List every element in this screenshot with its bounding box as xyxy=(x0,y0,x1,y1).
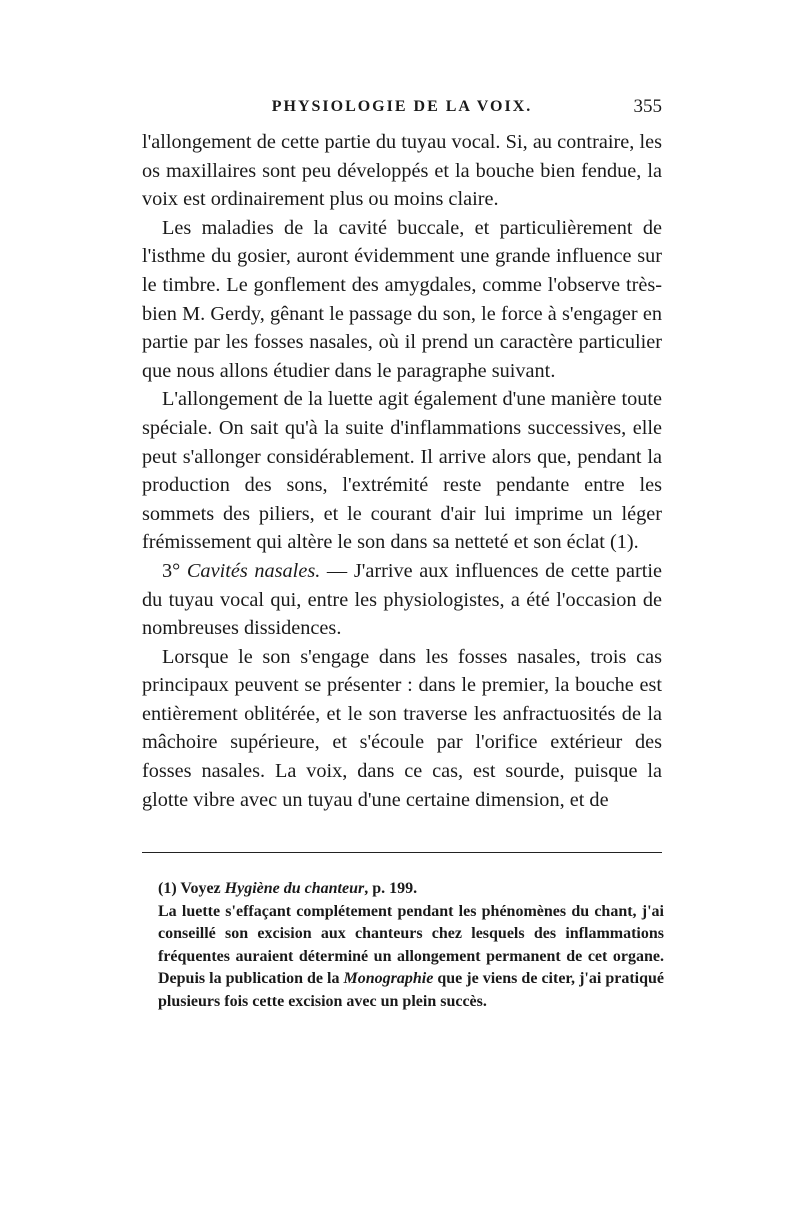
page-header xyxy=(142,98,662,122)
body-text xyxy=(142,128,662,814)
footnote-text-a: La luette s'effaçant complétement pendant les phénomènes du chant, j'ai conseillé son excision aux chanteurs chez lesquels des inflammations fréquentes auraient déterminé un allongement permanent de cet organe. Depuis la publication de la xyxy=(158,902,664,988)
footnote-book-title: Hygiène du chanteur xyxy=(224,880,365,897)
page-number: 355 xyxy=(633,96,662,117)
footnote-text-b: que je viens de citer, j'ai pratiqué plusieurs fois cette excision avec un plein succès. xyxy=(158,970,665,1010)
footnote-text xyxy=(158,901,664,1014)
paragraph-2: Les maladies de la cavité buccale, et particulièrement de l'isthme du gosier, auront évidemment une grande influence sur le timbre. Le gonflement des amygdales, comme l'observe très-bien M. Gerdy, gênant le passage du son, le force à s'engager en partie par les fosses nasales, où il prend un caractère particulier que nous allons étudier dans le paragraphe suivant. xyxy=(142,216,662,382)
paragraph-4-text: — J'arrive aux influences de cette partie du tuyau vocal qui, entre les physiologistes, a été l'occasion de nombreuses dissidences. xyxy=(142,559,662,640)
paragraph-1: l'allongement de cette partie du tuyau vocal. Si, au contraire, les os maxillaires sont peu développés et la bouche bien fendue, la voix est ordinairement plus ou moins claire. xyxy=(142,131,662,211)
footnote-page-ref: , p. 199. xyxy=(364,880,418,897)
paragraph-5: Lorsque le son s'engage dans les fosses nasales, trois cas principaux peuvent se présenter : dans le premier, la bouche est entièrement oblitérée, et le son traverse les anfractuosités de la mâchoire supérieure, et s'écoule par l'orifice extérieur des fosses nasales. La voix, dans ce cas, est sourde, puisque la glotte vibre avec un tuyau d'une certaine dimension, et de xyxy=(142,645,662,811)
section-number: 3° xyxy=(162,559,181,582)
footnote xyxy=(158,878,664,1014)
footnote-monograph-title: Monographie xyxy=(343,970,434,988)
paragraph-4 xyxy=(142,557,662,643)
footnote-marker: (1) Voyez xyxy=(158,880,225,897)
paragraph-3: L'allongement de la luette agit également d'une manière toute spéciale. On sait qu'à la suite d'inflammations successives, elle peut s'allonger considérablement. Il arrive alors que, pendant la production des sons, l'extrémité reste pendante entre les sommets des piliers, et le courant d'air lui imprime un léger frémissement qui altère le son dans sa netteté et son éclat (1). xyxy=(142,388,662,554)
footnote-reference xyxy=(158,878,664,901)
section-heading: Cavités nasales. xyxy=(186,559,321,582)
running-title: PHYSIOLOGIE DE LA VOIX. xyxy=(271,98,533,115)
footnote-rule xyxy=(142,852,662,853)
